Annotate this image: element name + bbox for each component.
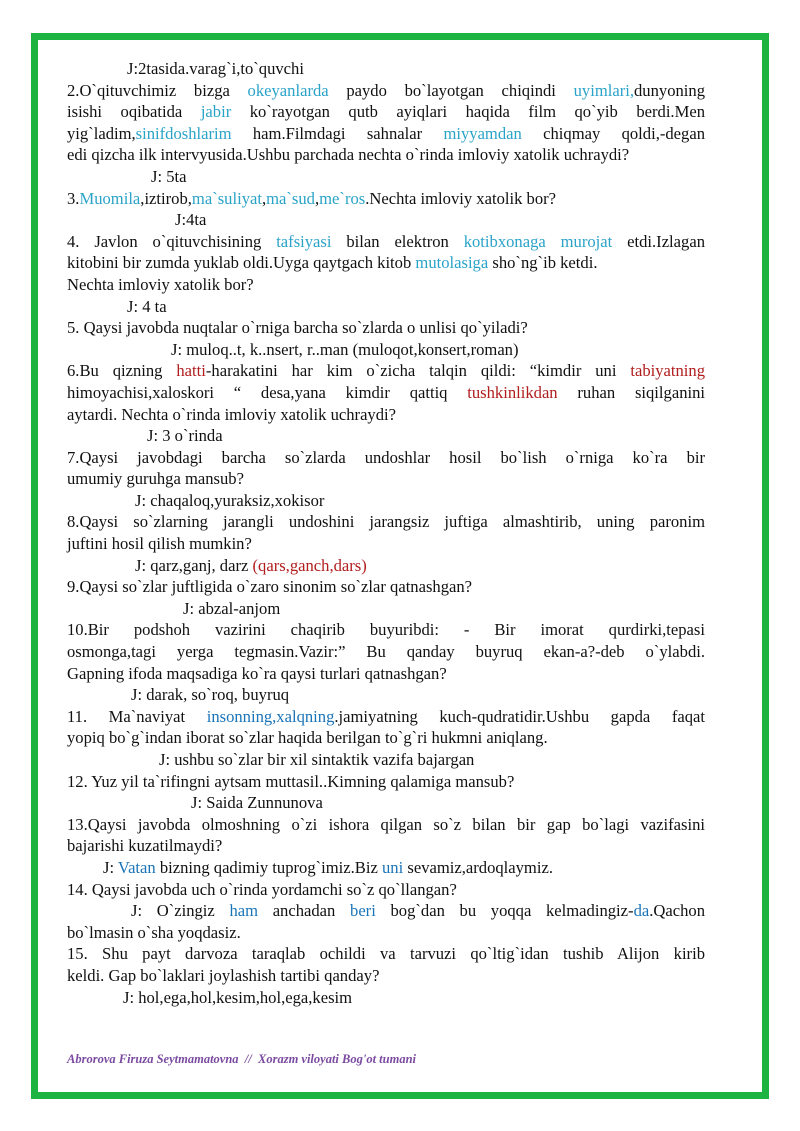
text-line [67,598,705,620]
text-segment: dunyoning [634,80,705,100]
highlighted-word: beri [350,901,376,921]
text-segment: edi qizcha ilk intervyusida.Ushbu parchada nechta o`rinda imloviy xatolik uchraydi? [67,145,630,165]
highlighted-word: uyimlari, [573,80,634,100]
text-line [67,274,705,296]
text-segment: 2.O`qituvchimiz bizga [67,80,248,100]
text-segment: 13.Qaysi javobda olmoshning o`zi ishora qilgan so`z bilan bir gap bo`lagi vazifasini [67,814,705,834]
text-segment: aytardi. Nechta o`rinda imloviy xatolik uchraydi? [67,404,396,424]
text-segment: 10.Bir podshoh vazirini chaqirib buyuribdi: - Bir imorat qurdirki,tepasi [67,620,705,640]
text-segment: himoyachisi,xaloskori “ desa,yana kimdir qattiq [67,382,468,402]
text-segment: juftini hosil qilish mumkin? [67,534,252,554]
text-line [67,555,705,577]
text-segment: bajarishi kuzatilmaydi? [67,836,223,856]
text-segment: -harakatini har kim o`zicha talqin qildi: “kimdir uni [205,361,631,381]
highlighted-word: ham [229,901,259,921]
text-line [67,663,705,685]
text-segment: isishi oqibatida [67,102,201,122]
highlighted-word: tabiyatning [630,361,705,381]
text-line [67,814,705,836]
text-line [67,382,705,404]
text-line [67,468,705,490]
text-segment: umumiy guruhga mansub? [67,469,244,489]
text-segment: J: hol,ega,hol,kesim,hol,ega,kesim [123,987,353,1007]
text-segment: etdi.Izlagan [612,231,705,251]
text-segment: ham.Filmdagi sahnalar [231,123,444,143]
text-line [67,771,705,793]
highlighted-word: okeyanlarda [247,80,329,100]
text-segment: kitobini bir zumda yuklab oldi.Uyga qaytgach kitob [67,253,416,273]
text-segment: J: chaqaloq,yuraksiz,xokisor [135,490,325,510]
text-line [67,533,705,555]
highlighted-word: miyyamdan [443,123,522,143]
highlighted-word: tushkinlikdan [467,382,558,402]
text-line [67,166,705,188]
text-segment: J:2tasida.varag`i,to`quvchi [127,59,304,78]
highlighted-word: me`ros [319,188,366,208]
page-footer [67,1052,416,1067]
highlighted-word: kotibxonaga [463,231,546,251]
highlighted-word: tafsiyasi [276,231,332,251]
text-segment: yopiq bo`g`indan iborat so`zlar haqida berilgan to`g`ri hukmni aniqlang. [67,728,548,748]
text-segment: J:4ta [175,210,207,230]
document-body [67,58,705,1008]
text-segment: yig`ladim, [67,123,136,143]
text-line [67,792,705,814]
text-segment: bizning qadimiy tuprog`imiz.Biz [155,857,382,877]
text-line [67,80,705,102]
text-segment: J: ushbu so`zlar bir xil sintaktik vazifa bajargan [159,750,475,769]
text-line [67,404,705,426]
text-segment: 3. [67,188,80,208]
text-segment: ,iztirob, [140,188,192,208]
text-segment: anchadan [258,901,351,921]
text-segment: J: 4 ta [127,296,167,316]
highlighted-word: (qars,ganch,dars) [252,555,367,575]
highlighted-word: Vatan [117,857,156,877]
text-line [67,317,705,339]
text-line [67,490,705,512]
text-segment: Gapning ifoda maqsadiga ko`ra qaysi turlari qatnashgan? [67,663,447,683]
text-line [67,922,705,944]
text-segment: J: darak, so`roq, buyruq [131,685,290,705]
text-line [67,835,705,857]
text-segment: .Nechta imloviy xatolik bor? [365,188,557,208]
text-segment: ruhan siqilganini [557,382,706,402]
text-segment: 6.Bu qizning [67,361,177,381]
text-line [67,58,705,80]
text-segment: .Qachon [649,901,705,921]
highlighted-word: murojat [560,231,613,251]
text-segment: bog`dan bu yoqqa kelmadingiz- [375,901,634,921]
text-segment: 5. Qaysi javobda nuqtalar o`rniga barcha so`zlarda o unlisi qo`yiladi? [67,318,528,338]
footer-separator: // [244,1052,252,1066]
footer-place: Xorazm viloyati Bog'ot tumani [258,1052,417,1066]
text-line [67,900,705,922]
text-segment: sevamiz,ardoqlaymiz. [403,857,553,877]
text-segment: 7.Qaysi javobdagi barcha so`zlarda undoshlar hosil bo`lish o`rniga ko`ra bir [67,447,705,467]
text-segment: bo`lmasin o`sha yoqdasiz. [67,922,241,942]
text-line [67,360,705,382]
text-line [67,339,705,361]
text-segment: sho`ng`ib ketdi. [488,253,598,273]
text-segment: bilan elektron [331,231,464,251]
text-segment: .jamiyatning kuch-qudratidir.Ushbu gapda faqat [334,706,705,726]
text-line [67,943,705,965]
text-segment: J: muloq..t, k..nsert, r..man (muloqot,konsert,roman) [171,339,519,359]
text-line [67,188,705,210]
text-segment: 15. Shu payt darvoza taraqlab ochildi va tarvuzi qo`ltig`idan tushib Alijon kirib [67,944,705,964]
highlighted-word: ma`suliyat [191,188,262,208]
text-segment: J: 5ta [151,166,187,186]
text-line [67,987,705,1009]
highlighted-word: Muomila [79,188,141,208]
text-segment: 4. Javlon o`qituvchisining [67,231,277,251]
text-segment [546,232,561,251]
highlighted-word: hatti [176,361,206,381]
highlighted-word: mutolasiga [415,253,489,273]
highlighted-word: ma`sud [266,188,315,208]
text-line [67,101,705,123]
text-line [67,123,705,145]
text-segment: J: O`zingiz [131,901,230,921]
highlighted-word: uni [382,857,404,877]
text-line [67,296,705,318]
text-segment: , [261,188,267,208]
highlighted-word: da [633,901,650,921]
text-segment: J: abzal-anjom [183,598,281,618]
text-line [67,576,705,598]
text-segment: osmonga,tagi yerga tegmasin.Vazir:” Bu qanday buyruq ekan-a?-deb o`ylabdi. [67,642,705,662]
text-segment: 9.Qaysi so`zlar juftligida o`zaro sinonim so`zlar qatnashgan? [67,577,473,597]
highlighted-word: insonning,xalqning [206,706,335,726]
text-line [67,231,705,253]
text-line [67,425,705,447]
text-segment: J: Saida Zunnunova [191,793,323,813]
highlighted-word: sinifdoshlarim [135,123,232,143]
text-line [67,144,705,166]
text-segment: keldi. Gap bo`laklari joylashish tartibi qanday? [67,965,380,985]
text-line [67,684,705,706]
footer-author: Abrorova Firuza Seytmamatovna [67,1052,239,1066]
text-line [67,511,705,533]
highlighted-word: jabir [200,102,232,122]
text-line [67,706,705,728]
text-segment: 11. Ma`naviyat [67,706,207,726]
text-segment: 14. Qaysi javobda uch o`rinda yordamchi so`z qo`llangan? [67,879,457,899]
text-line [67,727,705,749]
text-line [67,879,705,901]
text-line [67,749,705,771]
text-line [67,252,705,274]
text-line [67,965,705,987]
text-segment: J: [103,857,118,877]
text-segment: 8.Qaysi so`zlarning jarangli undoshini jarangsiz juftiga almashtirib, uning paronim [67,512,705,532]
text-segment: 12. Yuz yil ta`rifingni aytsam muttasil..Kimning qalamiga mansub? [67,771,515,791]
text-segment: , [314,188,320,208]
text-segment: J: 3 o`rinda [147,426,223,446]
text-segment: J: qarz,ganj, darz [135,555,253,575]
text-segment: paydo bo`layotgan chiqindi [328,80,574,100]
text-segment: ko`rayotgan qutb ayiqlari haqida film qo`yib berdi.Men [231,102,705,122]
text-segment: chiqmay qoldi,-degan [521,123,705,143]
text-line [67,209,705,231]
text-line [67,857,705,879]
text-line [67,619,705,641]
text-line [67,641,705,663]
text-segment: Nechta imloviy xatolik bor? [67,274,254,294]
text-line [67,447,705,469]
